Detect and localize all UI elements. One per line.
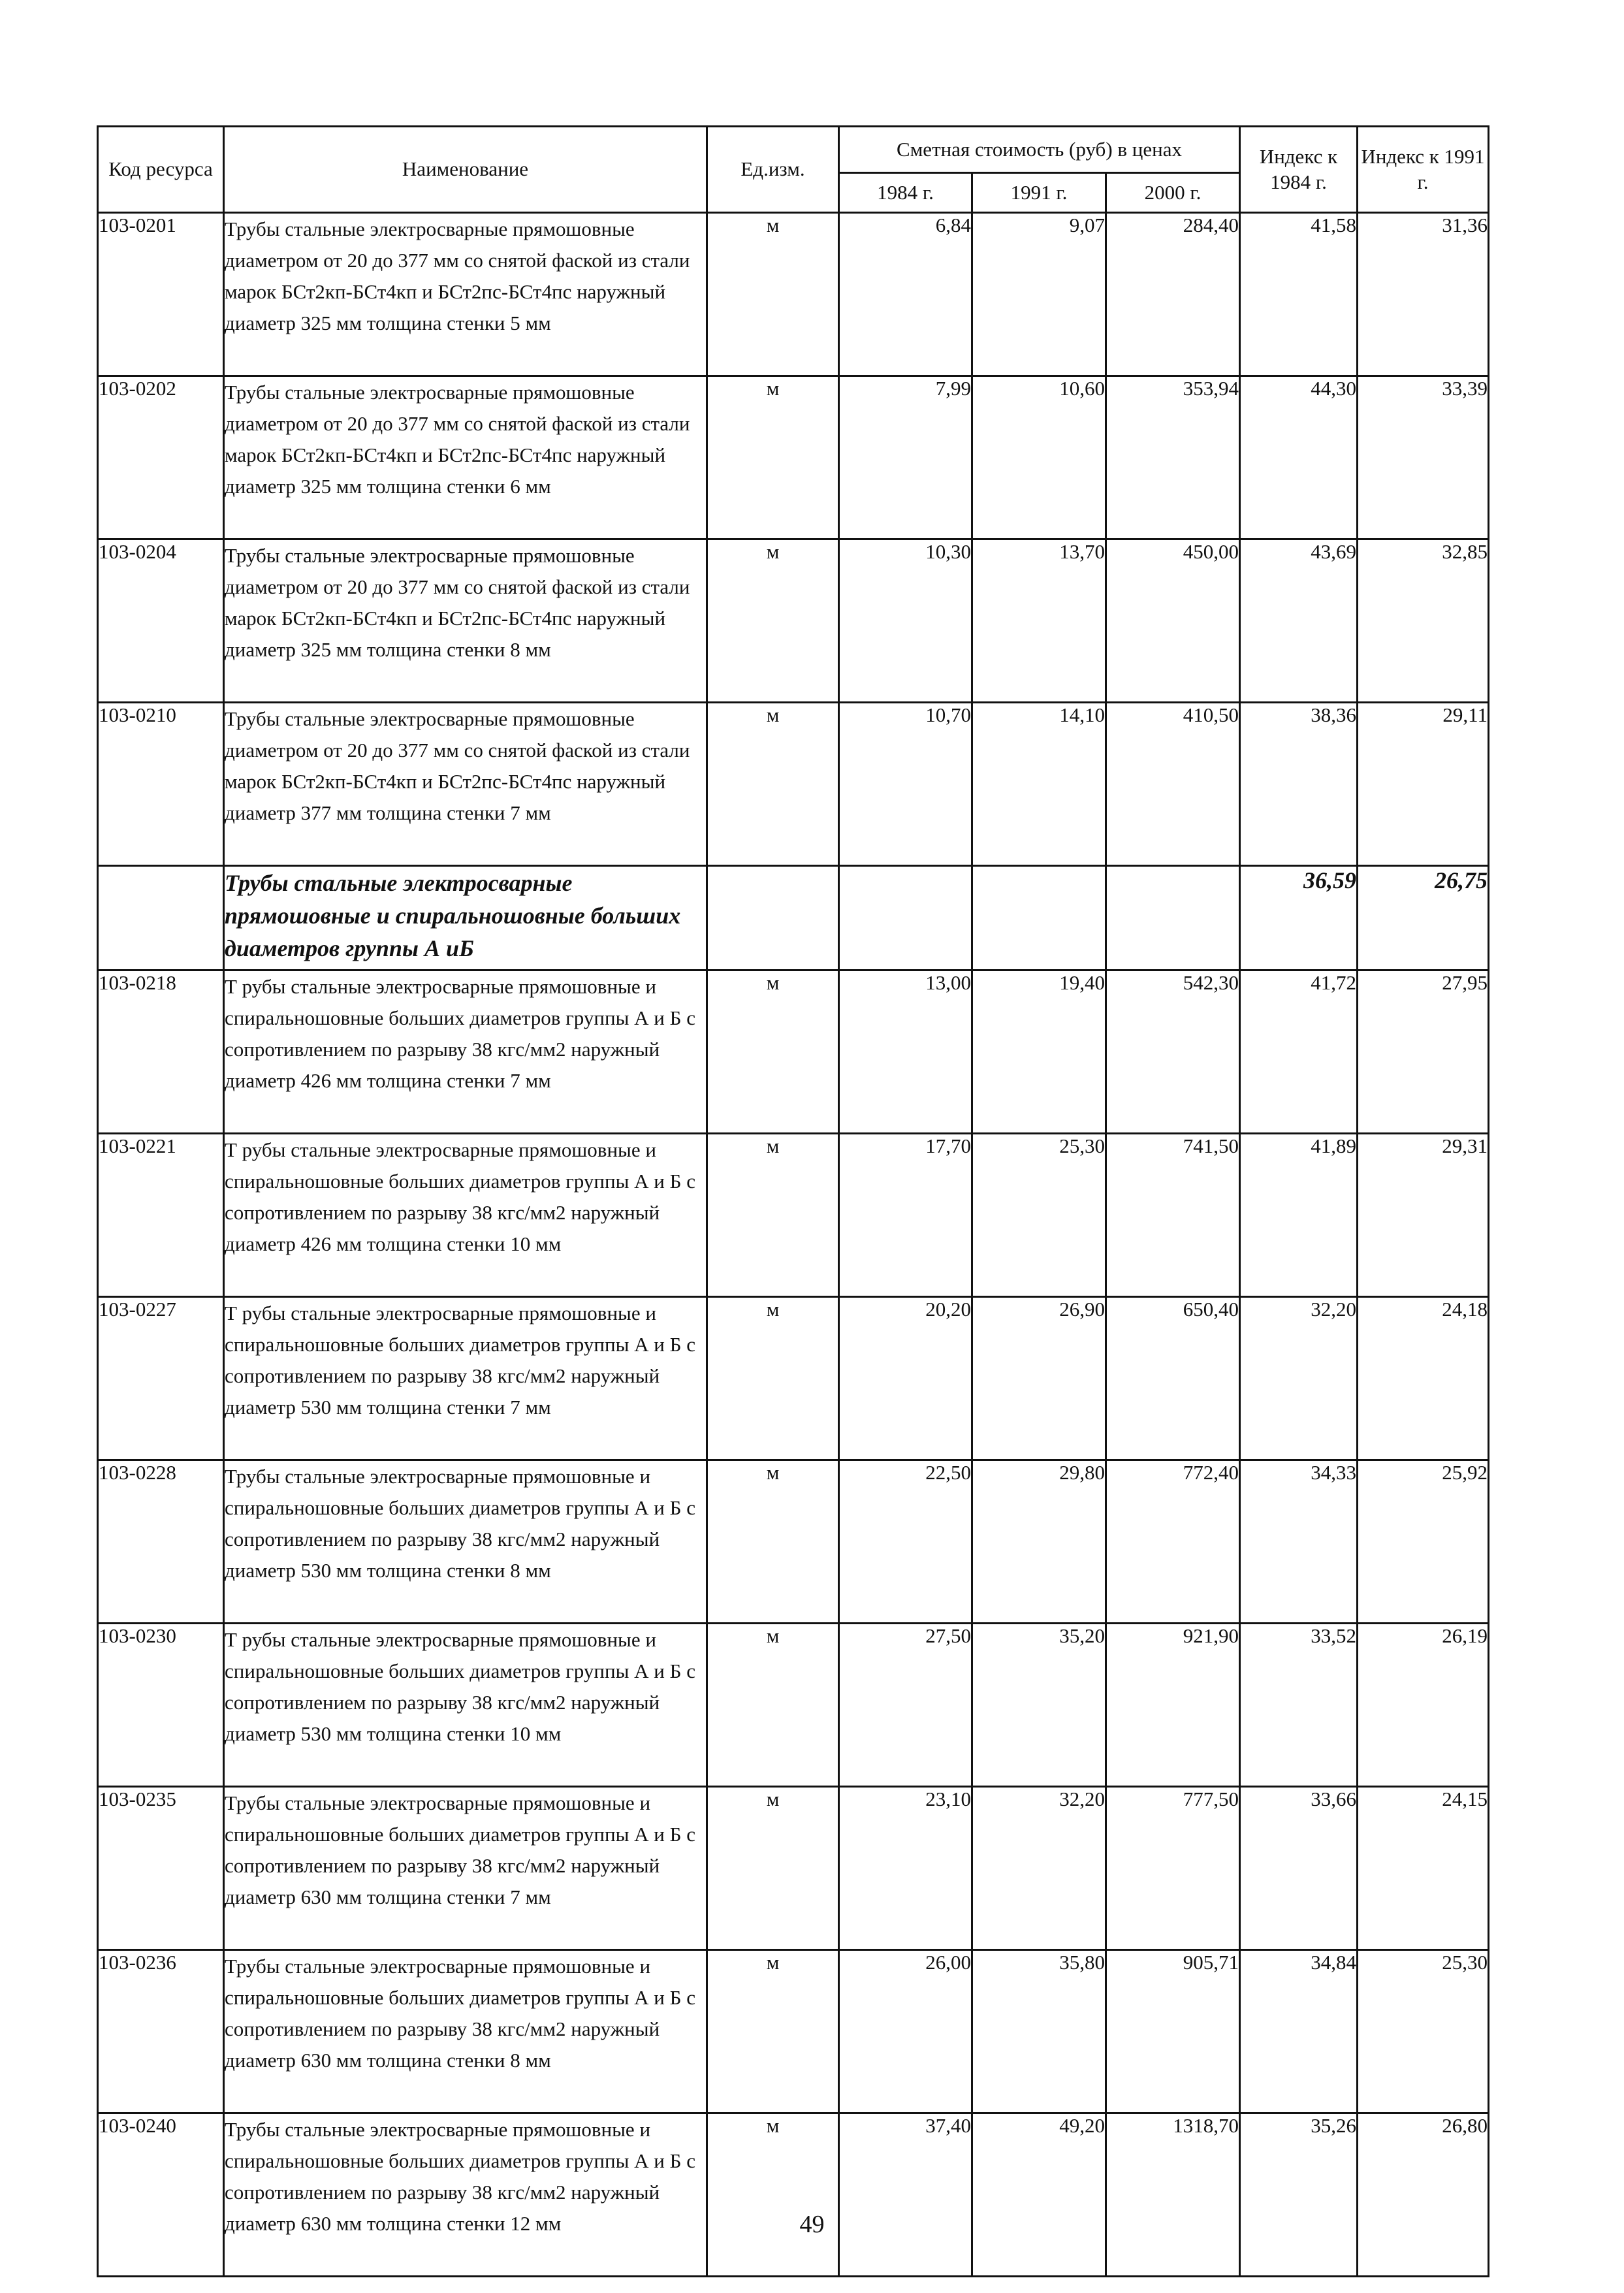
resource-name: Т рубы стальные электросварные прямошовные и спиральношовные больших диаметров группы А и Б с сопротивлением по разрыву 38 кгс/мм2 наружный диаметр 530 мм толщина стенки 10 мм [224,1624,707,1787]
resource-code: 103-0235 [98,1787,224,1950]
group-heading-row [98,866,1489,970]
price-1984: 22,50 [839,1460,972,1624]
header-index-1991: Индекс к 1991 г. [1358,127,1489,213]
price-1984: 26,00 [839,1950,972,2113]
index-1984: 43,69 [1240,539,1358,703]
index-1991: 24,18 [1358,1297,1489,1460]
table-row [98,1297,1489,1460]
price-1984: 7,99 [839,376,972,539]
table-row [98,703,1489,866]
resource-name: Трубы стальные электросварные прямошовные и спиральношовные больших диаметров группы А и Б с сопротивлением по разрыву 38 кгс/мм2 наружный диаметр 530 мм толщина стенки 8 мм [224,1460,707,1624]
header-year-2000: 2000 г. [1106,173,1240,213]
price-2000: 905,71 [1106,1950,1240,2113]
table-row [98,539,1489,703]
resource-name: Трубы стальные электросварные прямошовные диаметром от 20 до 377 мм со снятой фаской из стали марок БСт2кп-БСт4кп и БСт2пс-БСт4пс наружный диаметр 377 мм толщина стенки 7 мм [224,703,707,866]
resource-name: Трубы стальные электросварные прямошовные диаметром от 20 до 377 мм со снятой фаской из стали марок БСт2кп-БСт4кп и БСт2пс-БСт4пс наружный диаметр 325 мм толщина стенки 8 мм [224,539,707,703]
price-1991: 49,20 [972,2113,1106,2277]
table-row [98,1460,1489,1624]
unit-cell: м [707,1950,839,2113]
index-1991: 31,36 [1358,213,1489,376]
price-1984: 10,30 [839,539,972,703]
resource-name: Трубы стальные электросварные прямошовные и спиральношовные больших диаметров группы А и Б с сопротивлением по разрыву 38 кгс/мм2 наружный диаметр 630 мм толщина стенки 12 мм [224,2113,707,2277]
table-row [98,2113,1489,2277]
resource-name: Т рубы стальные электросварные прямошовные и спиральношовные больших диаметров группы А и Б с сопротивлением по разрыву 38 кгс/мм2 наружный диаметр 530 мм толщина стенки 7 мм [224,1297,707,1460]
price-1991: 13,70 [972,539,1106,703]
index-1984: 34,33 [1240,1460,1358,1624]
table-row [98,376,1489,539]
table-header [98,127,1489,213]
header-index-1984: Индекс к 1984 г. [1240,127,1358,213]
unit-cell: м [707,1134,839,1297]
header-year-1984: 1984 г. [839,173,972,213]
unit-cell [707,866,839,970]
price-1984: 27,50 [839,1624,972,1787]
price-2000: 353,94 [1106,376,1240,539]
resource-code: 103-0236 [98,1950,224,2113]
index-1984: 32,20 [1240,1297,1358,1460]
price-1984: 20,20 [839,1297,972,1460]
table-row [98,1787,1489,1950]
index-1991: 26,19 [1358,1624,1489,1787]
resource-code: 103-0201 [98,213,224,376]
unit-cell: м [707,1624,839,1787]
resource-name: Трубы стальные электросварные прямошовные диаметром от 20 до 377 мм со снятой фаской из стали марок БСт2кп-БСт4кп и БСт2пс-БСт4пс наружный диаметр 325 мм толщина стенки 5 мм [224,213,707,376]
price-1991: 14,10 [972,703,1106,866]
table-row [98,213,1489,376]
price-1991: 26,90 [972,1297,1106,1460]
price-1991: 9,07 [972,213,1106,376]
index-1991: 29,11 [1358,703,1489,866]
resource-code: 103-0202 [98,376,224,539]
price-2000: 284,40 [1106,213,1240,376]
resource-name: Трубы стальные электросварные прямошовные и спиральношовные больших диаметров группы А и Б с сопротивлением по разрыву 38 кгс/мм2 наружный диаметр 630 мм толщина стенки 8 мм [224,1950,707,2113]
price-2000: 921,90 [1106,1624,1240,1787]
price-1991: 29,80 [972,1460,1106,1624]
price-1991 [972,866,1106,970]
price-2000: 650,40 [1106,1297,1240,1460]
index-1991: 29,31 [1358,1134,1489,1297]
price-2000 [1106,866,1240,970]
price-1991: 32,20 [972,1787,1106,1950]
price-1984: 17,70 [839,1134,972,1297]
price-2000: 1318,70 [1106,2113,1240,2277]
header-year-1991: 1991 г. [972,173,1106,213]
header-unit: Ед.изм. [707,127,839,213]
price-2000: 777,50 [1106,1787,1240,1950]
resource-name: Трубы стальные электросварные прямошовные диаметром от 20 до 377 мм со снятой фаской из стали марок БСт2кп-БСт4кп и БСт2пс-БСт4пс наружный диаметр 325 мм толщина стенки 6 мм [224,376,707,539]
price-1984 [839,866,972,970]
table-row [98,970,1489,1134]
price-1984: 23,10 [839,1787,972,1950]
index-1984: 36,59 [1240,866,1358,970]
price-1991: 10,60 [972,376,1106,539]
index-1984: 35,26 [1240,2113,1358,2277]
index-1984: 34,84 [1240,1950,1358,2113]
price-2000: 410,50 [1106,703,1240,866]
table-row [98,1134,1489,1297]
resource-name: Т рубы стальные электросварные прямошовные и спиральношовные больших диаметров группы А и Б с сопротивлением по разрыву 38 кгс/мм2 наружный диаметр 426 мм толщина стенки 7 мм [224,970,707,1134]
resource-code: 103-0230 [98,1624,224,1787]
unit-cell: м [707,1297,839,1460]
price-1991: 35,80 [972,1950,1106,2113]
price-1984: 6,84 [839,213,972,376]
resource-code: 103-0227 [98,1297,224,1460]
index-1991: 33,39 [1358,376,1489,539]
index-1984: 38,36 [1240,703,1358,866]
index-1991: 32,85 [1358,539,1489,703]
price-2000: 450,00 [1106,539,1240,703]
resource-code: 103-0204 [98,539,224,703]
unit-cell: м [707,2113,839,2277]
table-row [98,1950,1489,2113]
header-cost-group: Сметная стоимость (руб) в ценах [839,127,1240,173]
resource-code: 103-0240 [98,2113,224,2277]
resource-code: 103-0218 [98,970,224,1134]
price-1991: 19,40 [972,970,1106,1134]
unit-cell: м [707,1787,839,1950]
resource-code: 103-0228 [98,1460,224,1624]
index-1991: 25,30 [1358,1950,1489,2113]
index-1991: 24,15 [1358,1787,1489,1950]
resource-name: Т рубы стальные электросварные прямошовные и спиральношовные больших диаметров группы А и Б с сопротивлением по разрыву 38 кгс/мм2 наружный диаметр 426 мм толщина стенки 10 мм [224,1134,707,1297]
index-1984: 41,89 [1240,1134,1358,1297]
index-1984: 41,58 [1240,213,1358,376]
header-code: Код ресурса [98,127,224,213]
resource-code: 103-0210 [98,703,224,866]
index-1984: 41,72 [1240,970,1358,1134]
resource-code [98,866,224,970]
resource-name: Трубы стальные электросварные прямошовные и спиральношовные больших диаметров группы А и Б с сопротивлением по разрыву 38 кгс/мм2 наружный диаметр 630 мм толщина стенки 7 мм [224,1787,707,1950]
price-2000: 741,50 [1106,1134,1240,1297]
index-1991: 27,95 [1358,970,1489,1134]
index-1991: 26,75 [1358,866,1489,970]
price-1991: 25,30 [972,1134,1106,1297]
page-number: 49 [799,2211,825,2238]
unit-cell: м [707,376,839,539]
price-1984: 10,70 [839,703,972,866]
resource-name: Трубы стальные электросварные прямошовные и спиральношовные больших диаметров группы А иБ [224,866,707,970]
index-1991: 26,80 [1358,2113,1489,2277]
index-1984: 44,30 [1240,376,1358,539]
price-table [97,125,1489,2277]
price-1991: 35,20 [972,1624,1106,1787]
unit-cell: м [707,1460,839,1624]
price-1984: 37,40 [839,2113,972,2277]
index-1984: 33,66 [1240,1787,1358,1950]
index-1991: 25,92 [1358,1460,1489,1624]
index-1984: 33,52 [1240,1624,1358,1787]
resource-code: 103-0221 [98,1134,224,1297]
header-name: Наименование [224,127,707,213]
table-body [98,213,1489,2277]
unit-cell: м [707,970,839,1134]
unit-cell: м [707,213,839,376]
unit-cell: м [707,703,839,866]
price-2000: 542,30 [1106,970,1240,1134]
unit-cell: м [707,539,839,703]
price-2000: 772,40 [1106,1460,1240,1624]
price-1984: 13,00 [839,970,972,1134]
table-row [98,1624,1489,1787]
